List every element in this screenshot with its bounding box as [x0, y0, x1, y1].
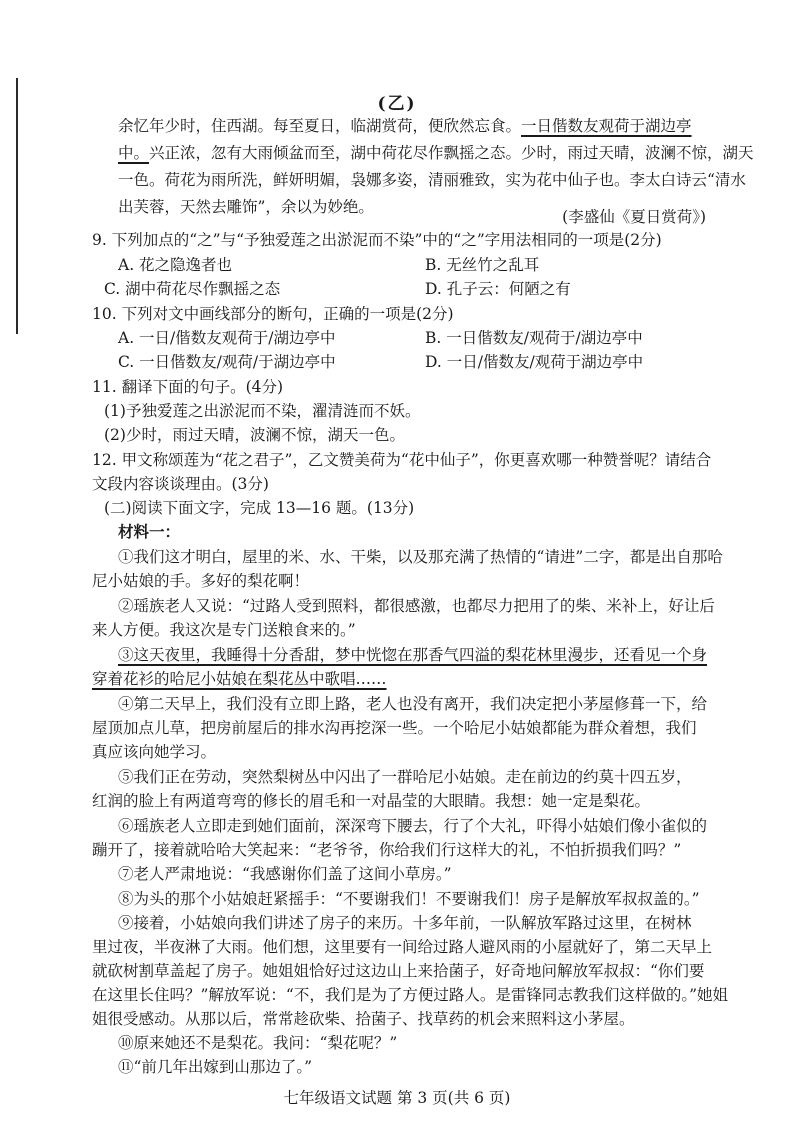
- material-label: 材料一：: [118, 522, 181, 541]
- section-title: (二)阅读下面文字，完成 13—16 题。(13分): [104, 499, 415, 517]
- story-line: ④第二天早上，我们没有立即上路，老人也没有离开，我们决定把小茅屋修葺一下，给: [118, 695, 708, 713]
- question-10-stem: 10. 下列对文中画线部分的断句，正确的一项是(2分): [92, 305, 454, 323]
- q9-option-a: A. 花之隐逸者也: [118, 256, 233, 274]
- story-line: 就砍树割草盖起了房子。她姐姐恰好过这边山上来拾菌子，好奇地问解放军叔叔：“你们要: [92, 962, 705, 980]
- q9-option-d: D. 孔子云：何陋之有: [425, 280, 571, 298]
- q11-sentence-1: (1)予独爱莲之出淤泥而不染，濯清涟而不妖。: [104, 402, 421, 420]
- question-11-stem: 11. 翻译下面的句子。(4分): [92, 378, 284, 396]
- question-9-stem: 9. 下列加点的“之”与“予独爱莲之出淤泥而不染”中的“之”字用法相同的一项是(2分): [92, 231, 662, 249]
- margin-rule: [16, 78, 18, 334]
- story-line: 姐很受感动。从那以后，常常趁砍柴、拾菌子、找草药的机会来照料这小茅屋。: [92, 1010, 635, 1028]
- story-line: 蹦开了，接着就哈哈大笑起来：“老爷爷，你给我们行这样大的礼，不怕折损我们吗？”: [92, 841, 682, 859]
- story-line: ⑪“前几年出嫁到山那边了。”: [118, 1058, 313, 1076]
- story-line: ⑨接着，小姑娘向我们讲述了房子的来历。十多年前，一队解放军路过这里，在树林: [118, 914, 692, 932]
- question-12-stem-cont: 文段内容谈谈理由。(3分): [92, 475, 269, 493]
- passage-line: 出芙蓉，天然去雕饰”，余以为妙绝。: [118, 198, 374, 216]
- underlined-sentence-end: 中。: [118, 144, 150, 162]
- story-line: ②瑶族老人又说：“过路人受到照料，都很感激，也都尽力把用了的柴、米补上，好让后: [118, 597, 715, 615]
- story-line-underlined: 穿着花衫的哈尼小姑娘在梨花丛中歌唱……: [92, 670, 387, 688]
- story-line: 在这里长住吗？”解放军说：“不，我们是为了方便过路人。是雷锋同志教我们这样做的。”她姐: [92, 986, 729, 1004]
- page-footer: 七年级语文试题 第 3 页(共 6 页): [283, 1089, 511, 1107]
- q10-option-c: C. 一日偕数友/观荷/于湖边亭中: [118, 353, 336, 371]
- passage-line: 余忆年少时，住西湖。每至夏日，临湖赏荷，便欣然忘食。一日偕数友观荷于湖边亭: [118, 117, 692, 135]
- underlined-sentence: 一日偕数友观荷于湖边亭: [521, 117, 692, 135]
- q11-sentence-2: (2)少时，雨过天晴，波澜不惊，湖天一色。: [104, 426, 405, 444]
- story-line-underlined: ③这天夜里，我睡得十分香甜，梦中恍惚在那香气四溢的梨花林里漫步，还看见一个身: [118, 646, 708, 664]
- story-line: 来人方便。我这次是专门送粮食来的。”: [92, 621, 356, 639]
- story-line: ⑦老人严肃地说：“我感谢你们盖了这间小草房。”: [118, 865, 452, 883]
- story-line: 屋顶加点儿草，把房前屋后的排水沟再挖深一些。一个哈尼小姑娘都能为群众着想，我们: [92, 719, 697, 737]
- story-line: ⑥瑶族老人立即走到她们面前，深深弯下腰去，行了个大礼，吓得小姑娘们像小雀似的: [118, 817, 708, 835]
- q9-option-b: B. 无丝竹之乱耳: [425, 256, 540, 274]
- q10-option-a: A. 一日/偕数友观荷于/湖边亭中: [118, 329, 336, 347]
- question-12-stem: 12. 甲文称颂莲为“花之君子”，乙文赞美荷为“花中仙子”，你更喜欢哪一种赞誉呢？请结合: [92, 451, 712, 469]
- q10-option-d: D. 一日/偕数友/观荷于湖边亭中: [425, 353, 644, 371]
- passage-heading: (乙): [377, 94, 417, 114]
- q10-option-b: B. 一日偕数友/观荷于/湖边亭中: [425, 329, 643, 347]
- story-line: ⑧为头的那个小姑娘赶紧摇手：“不要谢我们！不要谢我们！房子是解放军叔叔盖的。”: [118, 890, 700, 908]
- story-line: ①我们这才明白，屋里的米、水、干柴，以及那充满了热情的“请进”二字，都是出自那哈: [118, 548, 723, 566]
- story-line: ⑤我们正在劳动，突然梨树丛中闪出了一群哈尼小姑娘。走在前边的约莫十四五岁，: [118, 768, 692, 786]
- story-line: 里过夜，半夜淋了大雨。他们想，这里要有一间给过路人避风雨的小屋就好了，第二天早上: [92, 938, 713, 956]
- passage-line: 一色。荷花为雨所洗，鲜妍明媚，袅娜多姿，清丽雅致，实为花中仙子也。李太白诗云“清水: [118, 171, 746, 189]
- story-line: ⑩原来她还不是梨花。我问：“梨花呢？”: [118, 1034, 398, 1052]
- q9-option-c: C. 湖中荷花尽作飘摇之态: [104, 280, 281, 298]
- passage-line: 中。兴正浓，忽有大雨倾盆而至，湖中荷花尽作飘摇之态。少时，雨过天晴，波澜不惊，湖天: [118, 144, 754, 162]
- story-line: 尼小姑娘的手。多好的梨花啊！: [92, 572, 310, 590]
- story-line: 真应该向她学习。: [92, 743, 217, 761]
- passage-source: (李盛仙《夏日赏荷》): [562, 208, 706, 226]
- story-line: 红润的脸上有两道弯弯的修长的眉毛和一对晶莹的大眼睛。我想：她一定是梨花。: [92, 792, 651, 810]
